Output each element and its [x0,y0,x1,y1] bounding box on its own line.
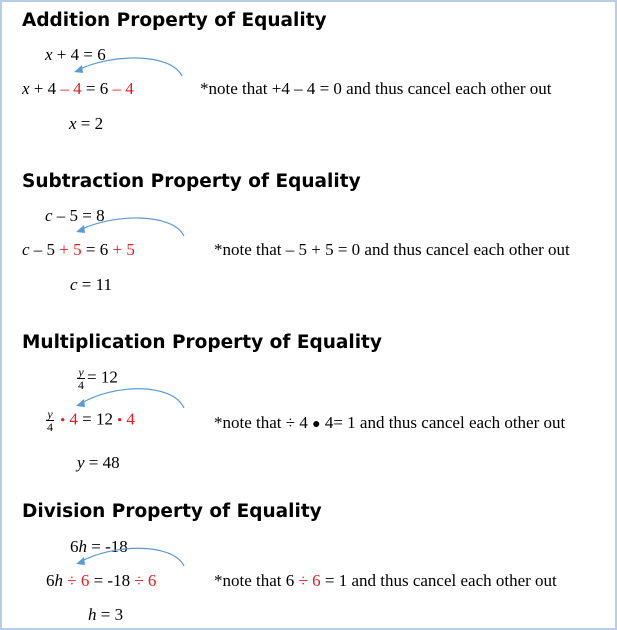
section-title-subtraction: Subtraction Property of Equality [22,171,361,192]
section-title-addition: Addition Property of Equality [22,10,327,31]
note-addition: *note that +4 – 4 = 0 and thus cancel each other out [200,79,552,98]
note-division: *note that 6 ÷ 6 = 1 and thus cancel each other out [214,571,557,590]
equation-multiplication-result: y = 48 [77,453,120,472]
equation-subtraction-step: c – 5 + 5 = 6 + 5 [22,240,135,259]
arrow-division [72,544,192,572]
fraction-y-over-4: $\frac{y}{4}$ [47,407,53,434]
section-title-multiplication: Multiplication Property of Equality [22,332,382,353]
section-title-division: Division Property of Equality [22,501,322,522]
equation-addition-step: x + 4 – 4 = 6 – 4 [22,79,134,98]
note-subtraction: *note that – 5 + 5 = 0 and thus cancel each other out [214,240,570,259]
equation-addition-result: x = 2 [69,114,104,133]
equation-multiplication-given: $\frac{y}{4}$ = 12 [78,365,118,392]
equation-subtraction-result: c = 11 [70,275,113,294]
equation-subtraction-given: c – 5 = 8 [45,206,105,225]
equation-multiplication-step: $\frac{y}{4}$ • 4 = 12 • 4 [47,407,135,434]
equation-division-given: 6h = -18 [70,537,128,556]
fraction-y-over-4: $\frac{y}{4}$ [78,365,84,392]
note-multiplication: *note that ÷ 4 ● 4= 1 and thus cancel each other out [214,413,566,432]
equation-division-step: 6h ÷ 6 = -18 ÷ 6 [46,571,157,590]
equation-addition-given: x + 4 = 6 [45,45,106,64]
equation-division-result: h = 3 [88,605,124,624]
